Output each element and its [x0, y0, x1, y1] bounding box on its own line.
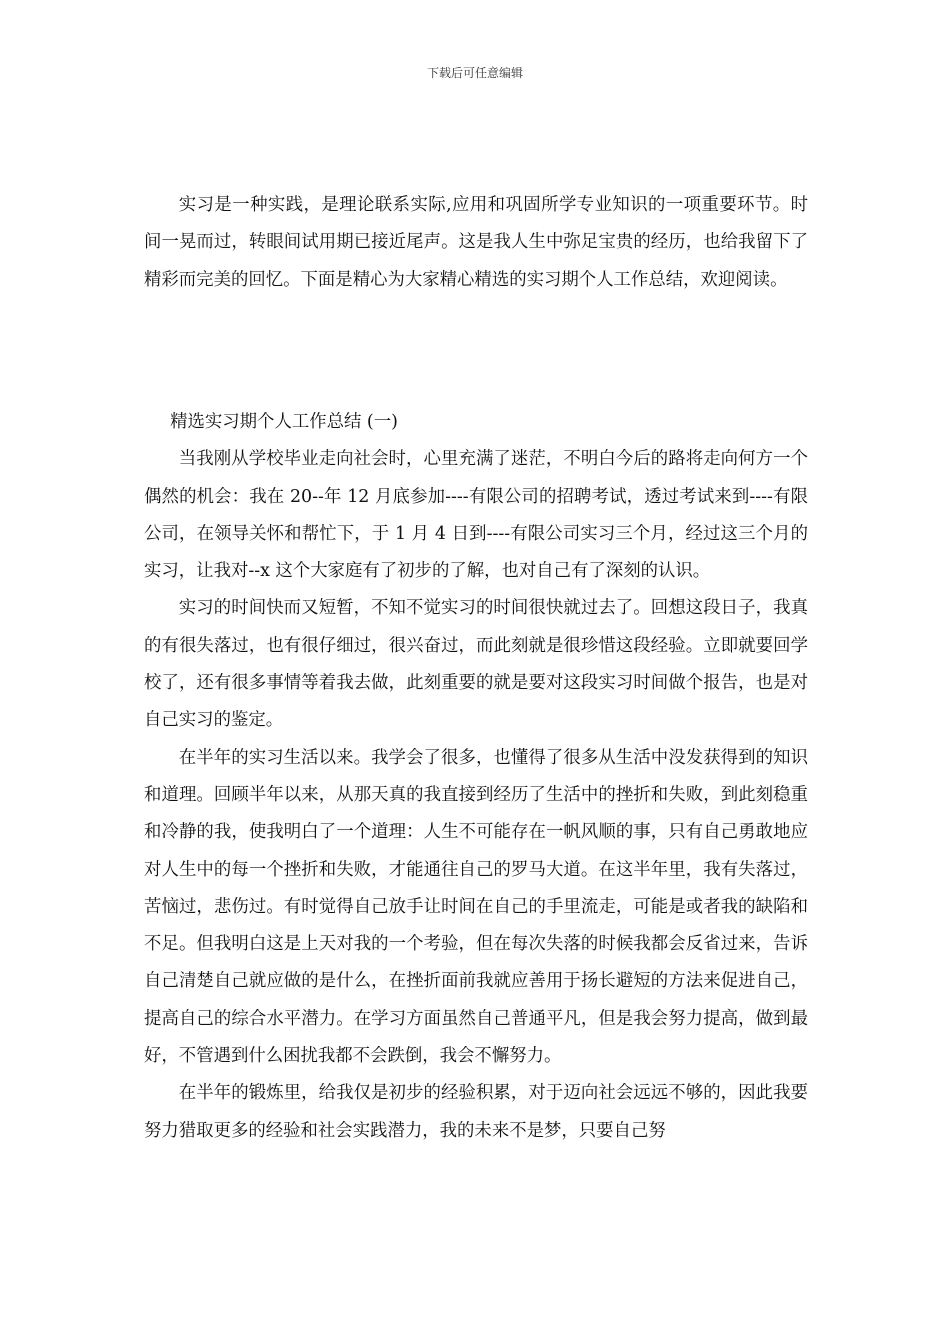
body-paragraph-2: 实习的时间快而又短暂，不知不觉实习的时间很快就过去了。回想这段日子，我真的有很失落过，也有很仔细过，很兴奋过，而此刻就是很珍惜这段经验。立即就要回学校了，还有很多事情等着我去做，此刻重要的就是要对这段实习时间做个报告，也是对自己实习的鉴定。: [144, 598, 808, 731]
body-paragraph-1: 当我刚从学校毕业走向社会时，心里充满了迷茫，不明白今后的路将走向何方一个偶然的机会：我在 20--年 12 月底参加----有限公司的招聘考试，透过考试来到----有限公司，在领导关怀和帮忙下，于 1 月 4 日到----有限公司实习三个月，经过这三个月的实习，让我对--x 这个大家庭有了初步的了解，也对自己有了深刻的认识。: [144, 449, 808, 582]
intro-paragraph: 实习是一种实践，是理论联系实际,应用和巩固所学专业知识的一项重要环节。时间一晃而过，转眼间试用期已接近尾声。这是我人生中弥足宝贵的经历，也给我留下了精彩而完美的回忆。下面是精心为大家精心精选的实习期个人工作总结，欢迎阅读。: [144, 195, 808, 290]
section-block: [144, 404, 808, 1150]
intro-block: [144, 187, 808, 299]
page-header: 下载后可任意编辑: [426, 66, 523, 80]
body-paragraph-3: 在半年的实习生活以来。我学会了很多，也懂得了很多从生活中没发获得到的知识和道理。回顾半年以来，从那天真的我直接到经历了生活中的挫折和失败，到此刻稳重和冷静的我，使我明白了一个道理：人生不可能存在一帆风顺的事，只有自己勇敢地应对人生中的每一个挫折和失败，才能通往自己的罗马大道。在这半年里，我有失落过，苦恼过，悲伤过。有时觉得自己放手让时间在自己的手里流走，可能是或者我的缺陷和不足。但我明白这是上天对我的一个考验，但在每次失落的时候我都会反省过来，告诉自己清楚自己就应做的是什么，在挫折面前我就应善用于扬长避短的方法来促进自己，提高自己的综合水平潜力。在学习方面虽然自己普通平凡，但是我会努力提高，做到最好，不管遇到什么困扰我都不会跌倒，我会不懈努力。: [144, 747, 808, 1067]
section-title: 精选实习期个人工作总结 (一): [170, 412, 398, 432]
body-paragraph-4: 在半年的锻炼里，给我仅是初步的经验积累，对于迈向社会远远不够的，因此我要努力猎取更多的经验和社会实践潜力，我的未来不是梦，只要自己努: [144, 1083, 808, 1141]
